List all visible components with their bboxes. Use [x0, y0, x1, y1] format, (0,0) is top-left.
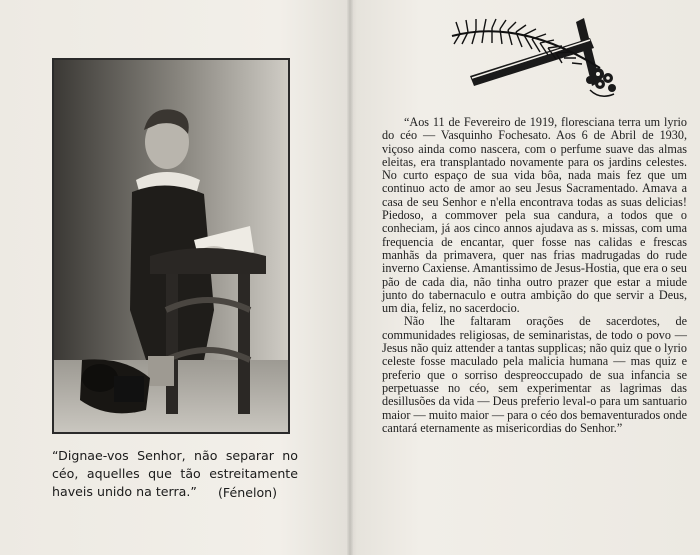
- memorial-text: [382, 116, 687, 435]
- left-page: [0, 0, 348, 555]
- memorial-paragraph: “Aos 11 de Fevereiro de 1919, floresciana terra um lyrio do céo — Vasquinho Fochesato. Aos 6 de Abril de 1930, viçoso ainda como nascera, com o perfume suave das almas eleitas, era transplantado novamente para os jardins celestes. No curto espaço de sua vida bôa, nada mais fez que um continuo acto de amor ao seu Jesus Sacramentado. Amava a casa de seu Senhor e n'ella encontrava todas as suas delicias! Piedoso, a commover pela sua candura, a todos que o conheciam, já aos cinco annos ajudava as s. missas, com uma frequencia de encantar, quer fosse nas calidas e frescas manhãs da primavera, quer nas frias madrugadas do rude inverno Caxiense. Amantissimo de Jesus-Hostia, que era o seu pão de cada dia, não tinha outro prazer que estar a miude junto do tabernaculo e outra ambição do que servir a Deus, um dia, feliz, no sacerdocio.: [382, 115, 687, 316]
- memorial-paragraph: Não lhe faltaram orações de sacerdotes, de communidades religiosas, de seminaristas, de todo o povo — Jesus não quiz attender a tantas supplicas; não quiz que o lyrio celeste fosse maculado pela malicia humana — mas quiz e preferio que o sorriso despreoccupado de sua infancia se perpetuasse no céo, sem experimentar as lagrimas das desillusões da vida — Deus preferio leval-o para um santuario maior — muito maior — para o céo dos bemaventurados onde cantará eternamente as misericordias do Senhor.”: [382, 314, 687, 435]
- portrait-photo: [52, 58, 290, 434]
- dedication-quote: “Dignae-vos Senhor, não separar no céo, aquelles que tão estreitamente haveis unido na terra.”: [52, 448, 298, 499]
- cross-with-palm-icon: [450, 18, 620, 100]
- quote-author: (Fénelon): [218, 485, 278, 500]
- right-page: [352, 0, 700, 555]
